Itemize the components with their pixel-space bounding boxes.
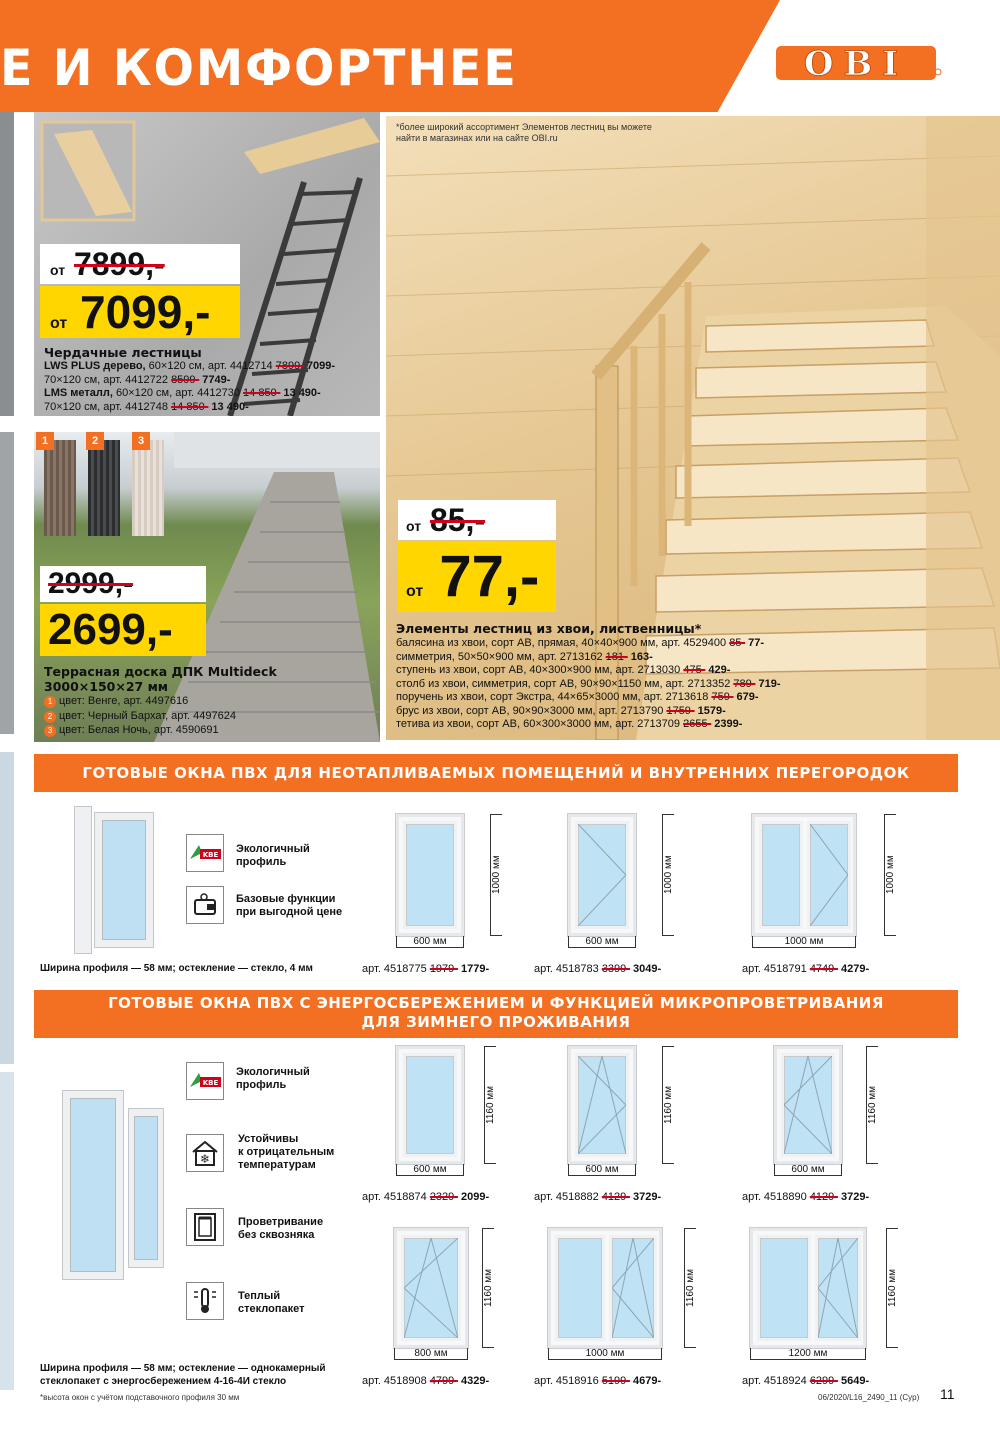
color-line: 2 цвет: Черный Бархат, арт. 4497624 (44, 710, 236, 724)
obi-logo[interactable] (776, 44, 942, 82)
window-width-dim: 600 мм (396, 936, 464, 948)
feature-label: Теплый стеклопакет (238, 1290, 305, 1315)
window-price: арт. 4518890 4129- 3729- (742, 1191, 870, 1203)
window-drawing (774, 1046, 842, 1164)
new-price-value: 2699,- (48, 605, 173, 654)
prev-page-strip (0, 432, 14, 734)
profile-note: Ширина профиля — 58 мм; остекление — стекло, 4 мм (40, 963, 313, 974)
window-height-dim: 1000 мм (884, 814, 896, 936)
window-height-dim: 1160 мм (482, 1228, 494, 1348)
svg-text:KBE: KBE (202, 851, 219, 859)
spec-line: балясина из хвои, сорт АВ, прямая, 40×40×900 мм, арт. 4529400 85- 77- (396, 637, 765, 649)
feature-label: Экологичный профиль (236, 843, 310, 868)
window-width-dim: 600 мм (568, 936, 636, 948)
window-width-dim: 1000 мм (548, 1348, 662, 1360)
kbe-logo-icon (186, 834, 224, 872)
window-drawing (568, 814, 636, 936)
spec-line: поручень из хвои, сорт Экстра, 44×65×3000 мм, арт. 2713618 759- 679- (396, 691, 759, 703)
price-prefix: от (50, 262, 66, 278)
decking-new-price (40, 604, 206, 656)
feature-label: Устойчивы к отрицательным температурам (238, 1133, 335, 1171)
snowflake-house-icon (186, 1134, 224, 1172)
profile-note-line: Ширина профиля — 58 мм; остекление — однокамерный (40, 1363, 326, 1374)
stairs-spec-list (396, 637, 780, 732)
spec-line: LMS металл, 60×120 см, арт. 4412730 14 850- 13 490- (44, 387, 321, 399)
window-price: арт. 4518775 1979- 1779- (362, 963, 490, 975)
attic-new-price (40, 286, 240, 338)
window-height-dim: 1160 мм (886, 1228, 898, 1348)
attic-title: Чердачные лестницы (44, 345, 202, 360)
obi-logo-text: OBI (803, 44, 909, 82)
prev-page-strip (0, 1072, 14, 1390)
window-drawing (548, 1228, 662, 1348)
prev-page-strip (0, 752, 14, 1064)
prev-page-strip (0, 112, 14, 416)
footnote: *высота окон с учётом подставочного профиля 30 мм (40, 1393, 240, 1402)
spec-line: столб из хвои, симметрия, сорт АВ, 90×90×1150 мм, арт. 2713352 789- 719- (396, 677, 781, 690)
window-height-dim: 1000 мм (662, 814, 674, 936)
window-width-dim: 800 мм (394, 1348, 468, 1360)
window-height-dim: 1160 мм (866, 1046, 878, 1164)
window-drawing (752, 814, 856, 936)
window-price: арт. 4518783 3399- 3049- (534, 963, 662, 975)
page-number: 11 (940, 1386, 955, 1402)
swatch-badge: 3 (132, 432, 150, 450)
window-width-dim: 1000 мм (752, 936, 856, 948)
print-code: 06/2020/L16_2490_11 (Cyp) (818, 1393, 920, 1402)
section2-title-line: ГОТОВЫЕ ОКНА ПВХ С ЭНЕРГОСБЕРЕЖЕНИЕМ И ФУНКЦИЕЙ МИКРОПРОВЕТРИВАНИЯ (108, 994, 884, 1012)
window-width-dim: 600 мм (568, 1164, 636, 1176)
svg-text:KBE: KBE (202, 1079, 219, 1087)
window-price: арт. 4518791 4749- 4279- (742, 963, 870, 975)
section1-title: ГОТОВЫЕ ОКНА ПВХ ДЛЯ НЕОТАПЛИВАЕМЫХ ПОМЕЩЕНИЙ И ВНУТРЕННИХ ПЕРЕГОРОДОК (34, 754, 958, 792)
window-product-image (74, 806, 156, 954)
window-width-dim: 600 мм (774, 1164, 842, 1176)
window-drawing (750, 1228, 866, 1348)
new-price-value: 77,- (439, 544, 540, 609)
price-prefix: от (406, 518, 422, 534)
swatch-badge: 1 (36, 432, 54, 450)
window-product-image (62, 1090, 166, 1280)
spec-line: симметрия, 50×50×900 мм, арт. 2713162 181- 163- (396, 650, 653, 663)
feature-label: Экологичный профиль (236, 1066, 310, 1091)
window-drawing (568, 1046, 636, 1164)
profile-note-line: стеклопакет с энергосбережением 4-16-4И стекло (40, 1376, 287, 1387)
svg-text:❄: ❄ (199, 1152, 211, 1166)
old-price-value: 85,- (429, 502, 486, 538)
window-height-dim: 1000 мм (490, 814, 502, 936)
swatch-black-velvet (88, 440, 120, 536)
new-price-value: 7099,- (80, 286, 211, 338)
window-price: арт. 4518874 2329- 2099- (362, 1191, 490, 1203)
window-height-dim: 1160 мм (684, 1228, 696, 1348)
price-prefix: от (50, 315, 68, 332)
decking-title: Террасная доска ДПК Multideck (44, 664, 277, 679)
window-price: арт. 4518882 4129- 3729- (534, 1191, 662, 1203)
window-drawing (396, 814, 464, 936)
spec-line: тетива из хвои, сорт АВ, 60×300×3000 мм, арт. 2713709 2655- 2399- (396, 718, 743, 730)
decking-color-list (44, 695, 236, 738)
decking-swatches (36, 432, 160, 536)
spec-line: 70×120 см, арт. 4412748 14 850- 13 490- (44, 400, 249, 413)
stairs-title: Элементы лестниц из хвои, лиственницы* (396, 621, 702, 636)
stairs-old-price (398, 500, 556, 540)
spec-line: брус из хвои, сорт АВ, 90×90×3000 мм, арт. 2713790 1759- 1579- (396, 704, 726, 717)
stairs-new-price (398, 542, 556, 612)
window-drawing (394, 1228, 468, 1348)
window-price: арт. 4518924 6299- 5649- (742, 1375, 870, 1387)
swatch-white-night (132, 440, 164, 536)
spec-line: 70×120 см, арт. 4412722 8599- 7749- (44, 373, 231, 386)
spec-line: ступень из хвои, сорт АВ, 40×300×900 мм, арт. 2713030 475- 429- (396, 664, 731, 676)
window-drawing (396, 1046, 464, 1164)
kbe-logo-icon (186, 1062, 224, 1100)
section2-title (34, 990, 958, 1038)
old-price-value: 2999,- (48, 567, 134, 600)
window-height-dim: 1160 мм (484, 1046, 496, 1164)
price-prefix: от (406, 583, 424, 600)
swatch-badge: 2 (86, 432, 104, 450)
window-width-dim: 600 мм (396, 1164, 464, 1176)
color-line: 1 цвет: Венге, арт. 4497616 (44, 695, 236, 709)
thermometer-icon (186, 1282, 224, 1320)
window-price: арт. 4518908 4799- 4329- (362, 1375, 490, 1387)
stairs-note: *более широкий ассортимент Элементов лестниц вы можете найти в магазинах или на сайте OBI.ru (396, 122, 652, 143)
attic-spec-list (44, 360, 335, 414)
decking-size: 3000×150×27 мм (44, 679, 169, 694)
attic-old-price (40, 244, 240, 284)
swatch-wenge (44, 440, 76, 536)
window-width-dim: 1200 мм (750, 1348, 866, 1360)
ventilation-icon (186, 1208, 224, 1246)
feature-label: Базовые функции при выгодной цене (236, 893, 343, 918)
profile-note (40, 1362, 326, 1388)
page-headline: Е И КОМФОРТНЕЕ (0, 39, 518, 97)
color-line: 3 цвет: Белая Ночь, арт. 4590691 (44, 724, 236, 738)
feature-label: Проветривание без сквозняка (238, 1216, 324, 1241)
old-price-value: 7899,- (73, 246, 165, 282)
wallet-icon (186, 886, 224, 924)
spec-line: LWS PLUS дерево, 60×120 см, арт. 4412714 7899- 7099- (44, 360, 336, 372)
window-price: арт. 4518916 5199- 4679- (534, 1375, 662, 1387)
decking-old-price (40, 566, 206, 602)
section2-title-line: ДЛЯ ЗИМНЕГО ПРОЖИВАНИЯ (361, 1013, 631, 1031)
window-height-dim: 1160 мм (662, 1046, 674, 1164)
